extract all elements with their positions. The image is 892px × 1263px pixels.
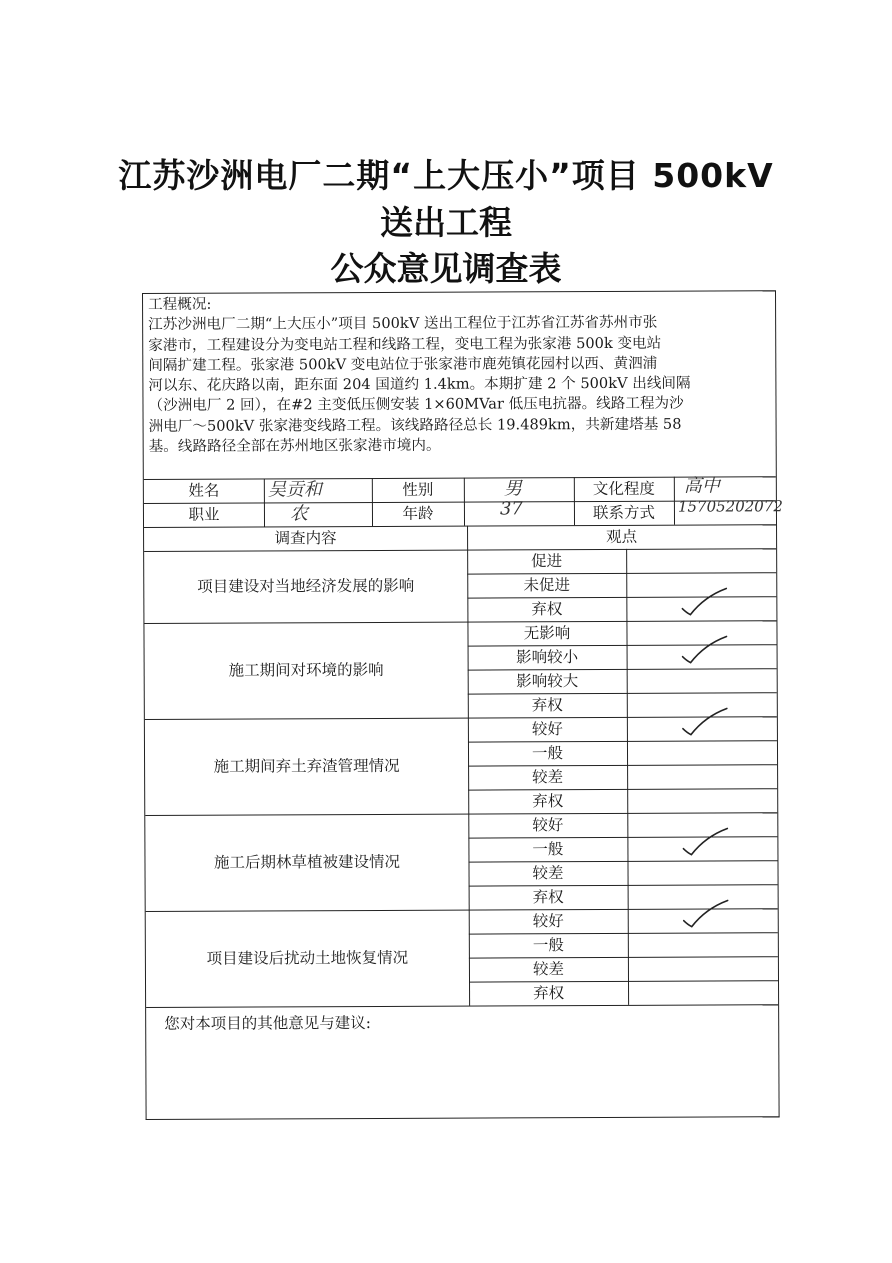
comments-area[interactable] (146, 1035, 778, 1118)
option-label: 较好 (531, 720, 563, 739)
option-label: 促进 (531, 552, 563, 571)
option-label: 影响较小 (516, 648, 579, 667)
question-text: 施工后期林草植被建设情况 (213, 852, 401, 872)
project-overview (148, 292, 773, 457)
question-text: 项目建设对当地经济发展的影响 (197, 576, 415, 596)
option-label: 一般 (532, 936, 564, 955)
question-text: 项目建设后扰动土地恢复情况 (206, 948, 409, 968)
option-label: 弃权 (533, 984, 565, 1003)
doc-title-line1: 江苏沙洲电厂二期“上大压小”项目 500kV (118, 156, 774, 195)
contact-label: 联系方式 (592, 503, 656, 523)
overview-line: 河以东、花庆路以南，距东面 204 国道约 1.4km。本期扩建 2 个 500kV 出线间隔 (148, 374, 691, 395)
header-opinion: 观点 (606, 527, 638, 546)
gender-label: 性别 (402, 480, 434, 499)
question-text: 施工期间对环境的影响 (228, 660, 384, 680)
age-value: 37 (499, 498, 523, 520)
option-label: 弃权 (532, 792, 564, 811)
overview-line: 间隔扩建工程。张家港 500kV 变电站位于张家港市鹿苑镇花园村以西、黄泗浦 (148, 354, 658, 374)
gender-value: 男 (503, 478, 522, 500)
header-survey-content: 调查内容 (274, 529, 337, 548)
name-label: 姓名 (188, 481, 220, 500)
option-label: 较好 (532, 912, 564, 931)
overview-line: 基。线路路径全部在苏州地区张家港市境内。 (148, 436, 441, 456)
option-label: 弃权 (532, 888, 564, 907)
option-label: 较差 (532, 960, 564, 979)
overview-line: 家港市，工程建设分为变电站工程和线路工程，变电工程为张家港 500k 变电站 (148, 334, 662, 354)
option-label: 较差 (532, 768, 564, 787)
overview-heading: 工程概况: (148, 295, 212, 313)
option-label: 弃权 (531, 696, 563, 715)
contact-value: 15705202072 (677, 497, 783, 516)
doc-title-line2: 送出工程 (380, 203, 512, 242)
option-label: 一般 (531, 744, 564, 763)
checkmark-icon (678, 634, 730, 664)
option-label: 未促进 (523, 576, 571, 595)
overview-line: 江苏沙洲电厂二期“上大压小”项目 500kV 送出工程位于江苏省江苏省苏州市张 (148, 314, 658, 334)
education-label: 文化程度 (592, 479, 655, 499)
checkmark-icon (679, 706, 731, 736)
question-text: 施工期间弃土弃渣管理情况 (213, 756, 400, 776)
occupation-label: 职业 (188, 505, 220, 524)
survey-form (142, 290, 783, 1120)
overview-line: （沙洲电厂 2 回），在#2 主变低压侧安装 1×60MVar 低压电抗器。线路工程为沙 (148, 395, 684, 415)
comments-label: 您对本项目的其他意见与建议: (164, 1014, 371, 1033)
checkmark-icon (678, 586, 730, 616)
option-label: 较差 (532, 864, 564, 883)
option-label: 一般 (532, 840, 564, 859)
checkmark-icon (680, 898, 732, 928)
option-label: 较好 (532, 816, 564, 835)
occupation-value: 农 (289, 503, 309, 525)
option-label: 影响较大 (516, 672, 579, 691)
option-label: 弃权 (531, 600, 563, 619)
checkmark-icon (679, 826, 731, 856)
doc-title-line3: 公众意见调查表 (330, 249, 562, 288)
name-value: 吴贡和 (267, 479, 322, 501)
option-label: 无影响 (523, 624, 571, 643)
overview-line: 洲电厂～500kV 张家港变线路工程。该线路路径总长 19.489km，共新建塔基 58 (148, 415, 682, 435)
age-label: 年龄 (402, 504, 434, 523)
education-value: 高中 (683, 475, 720, 497)
